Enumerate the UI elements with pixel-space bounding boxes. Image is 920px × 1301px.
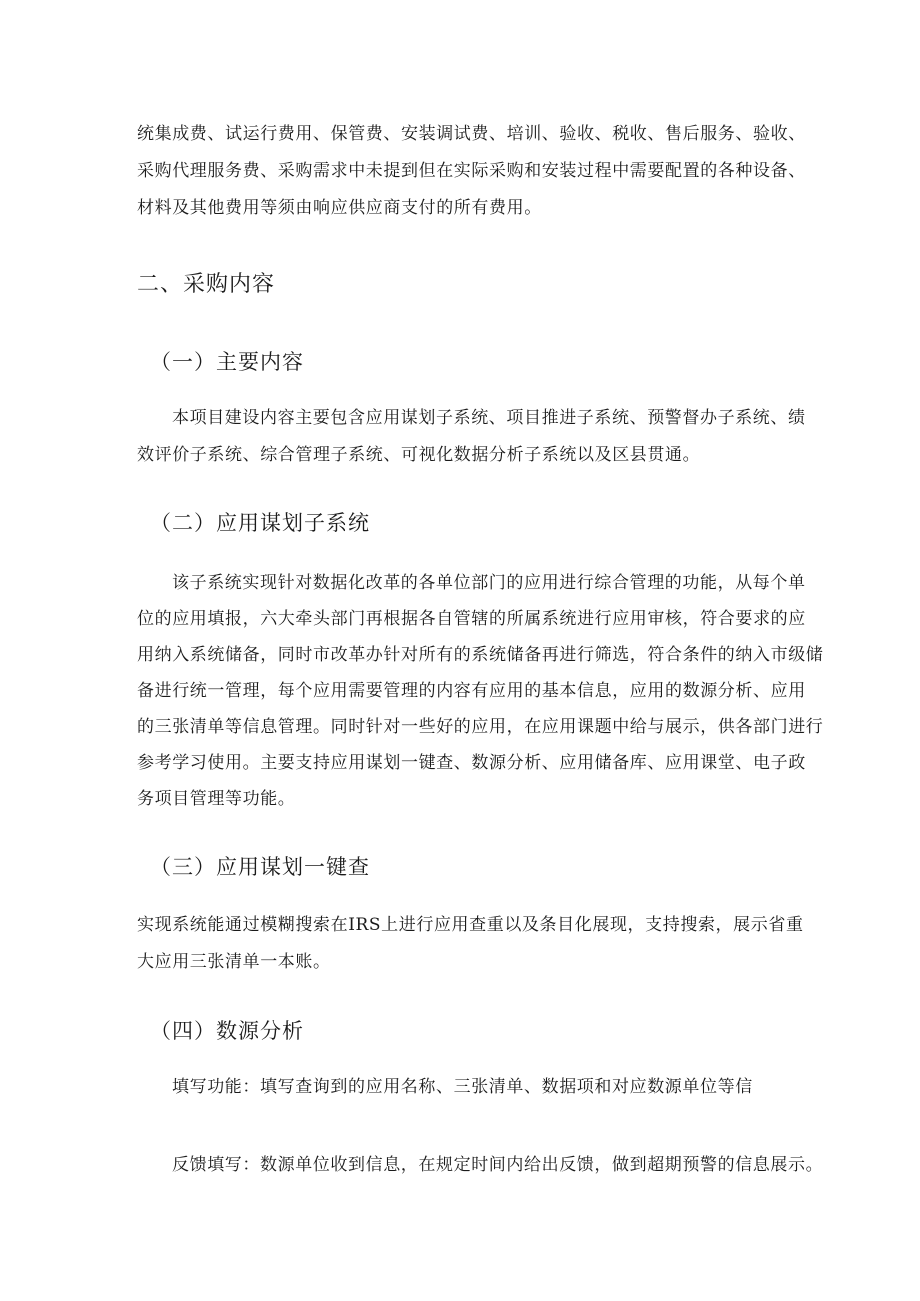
one-click-check-line-2: 大应用三张清单一本账。 xyxy=(137,952,331,972)
intro-line-3: 材料及其他费用等须由响应供应商支付的所有费用。 xyxy=(137,198,542,218)
app-planning-line-5: 的三张清单等信息管理。同时针对一些好的应用，在应用课题中给与展示，供各部门进行 xyxy=(137,717,824,737)
subsection-heading-data-source-analysis: （四）数源分析 xyxy=(150,1019,304,1043)
intro-line-2: 采购代理服务费、采购需求中未提到但在实际采购和安装过程中需要配置的各种设备、 xyxy=(137,161,806,181)
one-click-check-line-1: 实现系统能通过模糊搜索在IRS上进行应用查重以及条目化展现，支持搜索，展示省重 xyxy=(137,915,804,935)
app-planning-line-6: 参考学习使用。主要支持应用谋划一键查、数源分析、应用储备库、应用课堂、电子政 xyxy=(137,753,806,773)
app-planning-line-3: 用纳入系统储备，同时市改革办针对所有的系统储备再进行筛选，符合条件的纳入市级储 xyxy=(137,645,824,665)
app-planning-line-4: 备进行统一管理，每个应用需要管理的内容有应用的基本信息，应用的数源分析、应用 xyxy=(137,681,806,701)
subsection-heading-main-content: （一）主要内容 xyxy=(150,350,304,374)
app-planning-line-7: 务项目管理等功能。 xyxy=(137,789,296,809)
subsection-heading-app-planning: （二）应用谋划子系统 xyxy=(150,511,370,535)
app-planning-line-1: 该子系统实现针对数据化改革的各单位部门的应用进行综合管理的功能，从每个单 xyxy=(172,573,806,593)
subsection-heading-one-click-check: （三）应用谋划一键查 xyxy=(150,855,370,879)
intro-line-1: 统集成费、试运行费用、保管费、安装调试费、培训、验收、税收、售后服务、验收、 xyxy=(137,124,806,144)
main-content-line-2: 效评价子系统、综合管理子系统、可视化数据分析子系统以及区县贯通。 xyxy=(137,445,701,465)
app-planning-line-2: 位的应用填报，六大牵头部门再根据各自管辖的所属系统进行应用审核，符合要求的应 xyxy=(137,609,806,629)
main-content-line-1: 本项目建设内容主要包含应用谋划子系统、项目推进子系统、预警督办子系统、绩 xyxy=(172,408,806,428)
data-source-feedback-line: 反馈填写：数源单位收到信息，在规定时间内给出反馈，做到超期预警的信息展示。 xyxy=(172,1155,824,1175)
section-heading-procurement-content: 二、采购内容 xyxy=(137,272,276,297)
data-source-fill-line: 填写功能：填写查询到的应用名称、三张清单、数据项和对应数源单位等信 xyxy=(172,1077,753,1097)
